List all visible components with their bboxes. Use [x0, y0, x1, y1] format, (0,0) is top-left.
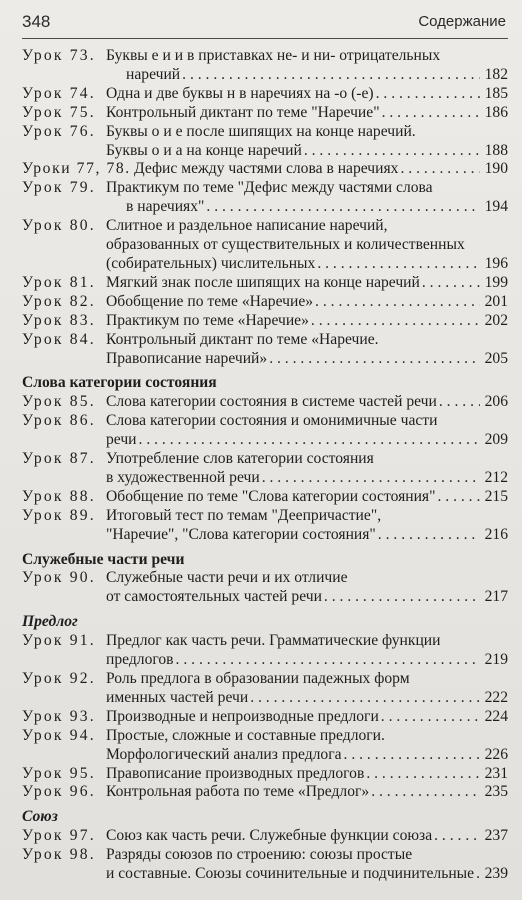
lesson-label: Урок 79. [22, 179, 96, 197]
page-ref: 215 [484, 487, 508, 505]
entry-title: Мягкий знак после шипящих на конце наречий [106, 273, 420, 291]
toc-entry [22, 47, 508, 85]
entry-title: Обобщение по теме «Наречие» [106, 292, 314, 310]
leader-dots [371, 783, 480, 802]
leader-dots [439, 393, 480, 412]
lesson-label: Урок 83. [22, 311, 96, 329]
leader-dots [176, 651, 480, 670]
toc-entry [22, 708, 508, 727]
entry-title: Контрольный диктант по теме «Наречие. [106, 330, 379, 348]
toc-entry [22, 827, 508, 846]
toc-entry [22, 217, 508, 274]
lesson-label: Урок 89. [22, 506, 96, 524]
leader-dots [262, 469, 480, 488]
page-ref: 201 [484, 292, 508, 310]
entry-title-cont: наречий [126, 65, 181, 83]
page-ref: 219 [484, 651, 508, 669]
entry-title: Практикум по теме «Наречие» [106, 311, 309, 329]
toc-entry [22, 507, 508, 545]
toc-entry [22, 412, 508, 450]
leader-dots [422, 274, 480, 293]
lesson-label: Урок 87. [22, 450, 96, 468]
page-ref: 188 [484, 141, 508, 159]
entry-title: Буквы о и е после шипящих на конце наречий. [106, 122, 416, 140]
entry-title: Служебные части речи и их отличие [106, 569, 348, 587]
lesson-label: Урок 73. [22, 47, 96, 64]
page-ref: 226 [484, 745, 508, 763]
leader-dots [317, 255, 480, 274]
page-ref: 190 [484, 160, 508, 178]
leader-dots [378, 526, 480, 545]
lesson-label: Урок 96. [22, 783, 96, 801]
entry-title-cont: Буквы о и а на конце наречий [106, 141, 302, 159]
page-number: 348 [22, 12, 51, 31]
page-ref: 237 [484, 827, 508, 845]
leader-dots [382, 104, 480, 123]
running-head: Содержание [418, 13, 506, 30]
entry-title: Предлог как часть речи. Грамматические функции [106, 632, 441, 650]
toc-entry [22, 670, 508, 708]
entry-title-cont: предлогов [106, 651, 174, 669]
leader-dots [206, 198, 480, 217]
entry-title-cont: в наречиях" [126, 198, 205, 216]
entry-title: Употребление слов категории состояния [106, 450, 374, 468]
page-ref: 186 [484, 103, 508, 121]
entry-title: Слова категории состояния и омонимичные части [106, 412, 438, 430]
lesson-label: Урок 82. [22, 292, 96, 310]
toc-entry [22, 765, 508, 784]
page-ref: 212 [484, 468, 508, 486]
toc-entry [22, 331, 508, 369]
leader-dots [139, 431, 480, 450]
leader-dots [182, 66, 480, 85]
toc-entry [22, 569, 508, 607]
entry-title-cont: именных частей речи [106, 688, 249, 706]
table-of-contents [22, 39, 508, 884]
lesson-label: Урок 97. [22, 827, 96, 845]
toc-entry [22, 85, 508, 104]
lesson-label: Урок 86. [22, 412, 96, 430]
leader-dots [324, 588, 480, 607]
leader-dots [381, 708, 480, 727]
entry-title: Разряды союзов по строению: союзы простые [106, 846, 413, 864]
entry-title: Простые, сложные и составные предлоги. [106, 726, 385, 744]
page-ref: 194 [484, 198, 508, 216]
lesson-label: Урок 93. [22, 707, 96, 725]
page-ref: 206 [484, 393, 508, 411]
entry-title-cont: образованных от существительных и количественных [106, 236, 465, 254]
toc-entry [22, 179, 508, 217]
entry-title: Обобщение по теме "Слова категории состояния" [106, 487, 436, 505]
entry-title: Роль предлога в образовании падежных форм [106, 670, 410, 687]
leader-dots [437, 488, 480, 507]
toc-entry [22, 104, 508, 123]
toc-entry [22, 274, 508, 293]
toc-entry [22, 393, 508, 412]
entry-title: Итоговый тест по темам "Деепричастие", [106, 506, 382, 524]
page-ref: 199 [484, 273, 508, 291]
lesson-label: Урок 85. [22, 393, 96, 411]
lesson-label: Урок 76. [22, 122, 96, 140]
entry-title-cont: от самостоятельных частей речи [106, 588, 322, 606]
entry-title: Практикум по теме "Дефис между частями слова [106, 179, 433, 197]
page-ref: 217 [484, 588, 508, 606]
toc-entry [22, 160, 508, 179]
page-ref: 196 [484, 254, 508, 272]
leader-dots [315, 293, 480, 312]
toc-entry [22, 783, 508, 802]
page-header [22, 0, 508, 39]
entry-title: Слова категории состояния в системе частей речи [106, 393, 437, 411]
lesson-label: Уроки 77, 78. [22, 160, 131, 178]
lesson-label: Урок 84. [22, 330, 96, 348]
toc-entry [22, 488, 508, 507]
lesson-label: Урок 92. [22, 670, 96, 687]
entry-title: Слитное и раздельное написание наречий, [106, 217, 388, 235]
entry-title: Контрольная работа по теме «Предлог» [106, 783, 370, 801]
entry-title: Дефис между частями слова в наречиях [134, 160, 399, 178]
leader-dots [304, 142, 480, 161]
page-ref: 222 [484, 688, 508, 706]
subsection-heading: Союз [22, 808, 58, 826]
toc-entry [22, 727, 508, 765]
page-ref: 209 [484, 431, 508, 449]
page-ref: 202 [484, 311, 508, 329]
entry-title: Правописание производных предлогов [106, 764, 365, 782]
lesson-label: Урок 75. [22, 103, 96, 121]
page-ref: 216 [484, 525, 508, 543]
page-ref: 239 [484, 865, 508, 883]
leader-dots [434, 827, 480, 846]
lesson-label: Урок 90. [22, 569, 96, 587]
lesson-label: Урок 81. [22, 273, 96, 291]
page-ref: 205 [484, 349, 508, 367]
lesson-label: Урок 94. [22, 726, 96, 744]
entry-title: Союз как часть речи. Служебные функции союза [106, 827, 433, 845]
section-heading: Служебные части речи [22, 550, 185, 568]
entry-title: Контрольный диктант по теме "Наречие" [106, 103, 380, 121]
lesson-label: Урок 95. [22, 764, 96, 782]
leader-dots [311, 312, 480, 331]
entry-title-cont: и составные. Союзы сочинительные и подчинительные [106, 865, 475, 883]
toc-entry [22, 312, 508, 331]
subsection-heading: Предлог [22, 613, 78, 631]
section-heading: Слова категории состояния [22, 374, 217, 392]
entry-title: Буквы е и и в приставках не- и ни- отрицательных [106, 47, 441, 64]
entry-title-cont: речи [106, 431, 137, 449]
page-ref: 182 [484, 65, 508, 83]
entry-title: Производные и непроизводные предлоги [106, 707, 379, 725]
page-ref: 235 [484, 783, 508, 801]
leader-dots [476, 865, 480, 884]
leader-dots [376, 85, 480, 104]
entry-title-cont: Морфологический анализ предлога [106, 745, 342, 763]
toc-entry [22, 632, 508, 670]
toc-entry [22, 123, 508, 161]
lesson-label: Урок 91. [22, 632, 96, 650]
entry-title-cont: Правописание наречий» [106, 349, 268, 367]
toc-entry [22, 293, 508, 312]
entry-title-cont: "Наречие", "Слова категории состояния" [106, 525, 376, 543]
entry-title-cont: (собирательных) числительных [106, 254, 316, 272]
entry-title-cont: в художественной речи [106, 468, 260, 486]
toc-entry [22, 450, 508, 488]
page-ref: 185 [484, 84, 508, 102]
lesson-label: Урок 88. [22, 487, 96, 505]
leader-dots [366, 765, 480, 784]
leader-dots [250, 689, 480, 708]
lesson-label: Урок 80. [22, 217, 96, 235]
lesson-label: Урок 74. [22, 84, 96, 102]
leader-dots [344, 746, 480, 765]
leader-dots [400, 160, 480, 179]
page-ref: 224 [484, 707, 508, 725]
lesson-label: Урок 98. [22, 846, 96, 864]
leader-dots [269, 350, 480, 369]
toc-entry [22, 846, 508, 884]
entry-title: Одна и две буквы н в наречиях на -о (-е) [106, 84, 374, 102]
page-ref: 231 [484, 764, 508, 782]
